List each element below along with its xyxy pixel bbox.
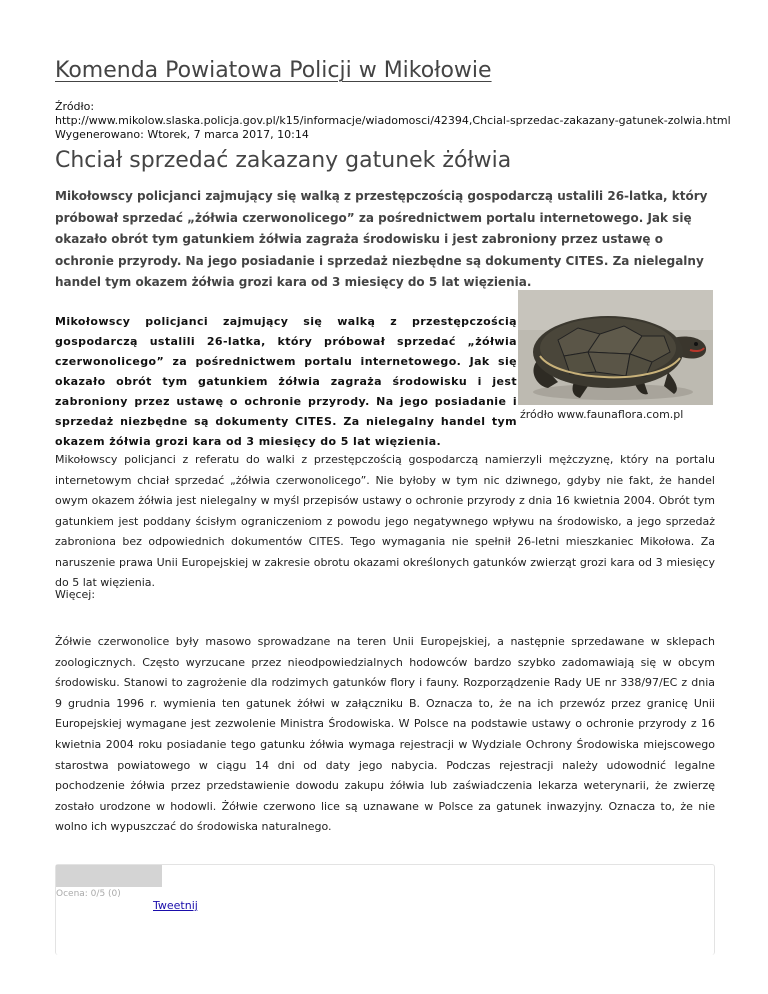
tweet-link[interactable]: Tweetnij xyxy=(153,899,198,912)
article-extra-paragraph: Żółwie czerwonolice były masowo sprowadzane na teren Unii Europejskiej, a następnie sprzedawane w sklepach zoologicznych. Często wyrzucane przez nieodpowiedzialnych hodowców bardzo szybko zadomawiają się w obcym środowisku. Stanowi to zagrożenie dla rodzimych gatunków flory i fauny. Rozporządzenie Rady UE nr 338/97/EC z dnia 9 grudnia 1996 r. wymienia ten gatunek żółwi w załączniku B. Oznacza to, że na ich przewóz przez granicę Unii Europejskiej wymagane jest zezwolenie Ministra Środowiska. W Polsce na podstawie ustawy o ochronie przyrody z 16 kwietnia 2004 roku posiadanie tego gatunku żółwia wymaga rejestracji w Wydziale Ochrony Środowiska miejscowego starostwa powiatowego w ciągu 14 dni od daty jego nabycia. Podczas rejestracji należy udowodnić legalne pochodzenie żółwia przez przedstawienie dowodu zakupu żółwia lub zaświadczenia lekarza weterynarii, że zwierzę zostało urodzone w hodowli. Żółwie czerwono lice są uznawane w Polsce za gatunek inwazyjny. Oznacza to, że nie wolno ich wypuszczać do środowiska naturalnego. xyxy=(55,635,715,834)
source-meta xyxy=(55,100,731,142)
article-lead: Mikołowscy policjanci zajmujący się walką z przestępczością gospodarczą ustalili 26-latka, który próbował sprzedać „żółwia czerwonolicego” za pośrednictwem portalu internetowego. Jak się okazało obrót tym gatunkiem żółwia zagraża środowisku i jest zabroniony przez ustawę o ochronie przyrody. Na jego posiadanie i sprzedaż niezbędne są dokumenty CITES. Za nielegalny handel tym okazem żółwia grozi kara od 3 miesięcy do 5 lat więzienia. xyxy=(55,189,708,289)
footer-box xyxy=(55,864,715,955)
source-url: http://www.mikolow.slaska.policja.gov.pl/k15/informacje/wiadomosci/42394,Chcial-sprzedac-zakazany-gatunek-zolwia.html xyxy=(55,114,731,127)
source-label: Źródło: xyxy=(55,100,95,113)
rating-text: Ocena: 0/5 (0) xyxy=(56,889,121,899)
article-bold-paragraph: Mikołowscy policjanci zajmujący się walką z przestępczością gospodarczą ustalili 26-latka, który próbował sprzedać „żółwia czerwonolicego” za pośrednictwem portalu internetowego. Jak się okazało obrót tym gatunkiem żółwia zagraża środowisku i jest zabroniony przez ustawę o ochronie przyrody. Na jego posiadanie i sprzedaż niezbędne są dokumenty CITES. Za nielegalny handel tym okazem żółwia grozi kara od 3 miesięcy do 5 lat więzienia. xyxy=(55,315,517,448)
more-label: Więcej: xyxy=(55,588,96,601)
article-title: Chciał sprzedać zakazany gatunek żółwia xyxy=(55,148,512,173)
generated-date: Wygenerowano: Wtorek, 7 marca 2017, 10:14 xyxy=(55,128,309,141)
image-caption: źródło www.faunaflora.com.pl xyxy=(520,408,684,421)
site-title: Komenda Powiatowa Policji w Mikołowie xyxy=(55,58,492,83)
rating-stars[interactable] xyxy=(56,865,162,887)
turtle-photo xyxy=(518,290,713,405)
article-body-paragraph: Mikołowscy policjanci z referatu do walki z przestępczością gospodarczą namierzyli mężczyznę, który na portalu internetowym chciał sprzedać „żółwia czerwonolicego”. Nie byłoby w tym nic dziwnego, gdyby nie fakt, że handel owym okazem żółwia jest nielegalny w myśl przepisów ustawy o ochronie przyrody z dnia 16 kwietnia 2004. Obrót tym gatunkiem jest poddany ścisłym ograniczeniom z powodu jego negatywnego wpływu na środowisko, a jego sprzedaż zabroniona bez odpowiednich dokumentów CITES. Tego wymagania nie spełnił 26-letni mieszkaniec Mikołowa. Za naruszenie prawa Unii Europejskiej w zakresie obrotu okazami określonych gatunków zwierząt grozi kara od 3 miesięcy do 5 lat więzienia. xyxy=(55,453,715,589)
turtle-image xyxy=(518,290,713,405)
